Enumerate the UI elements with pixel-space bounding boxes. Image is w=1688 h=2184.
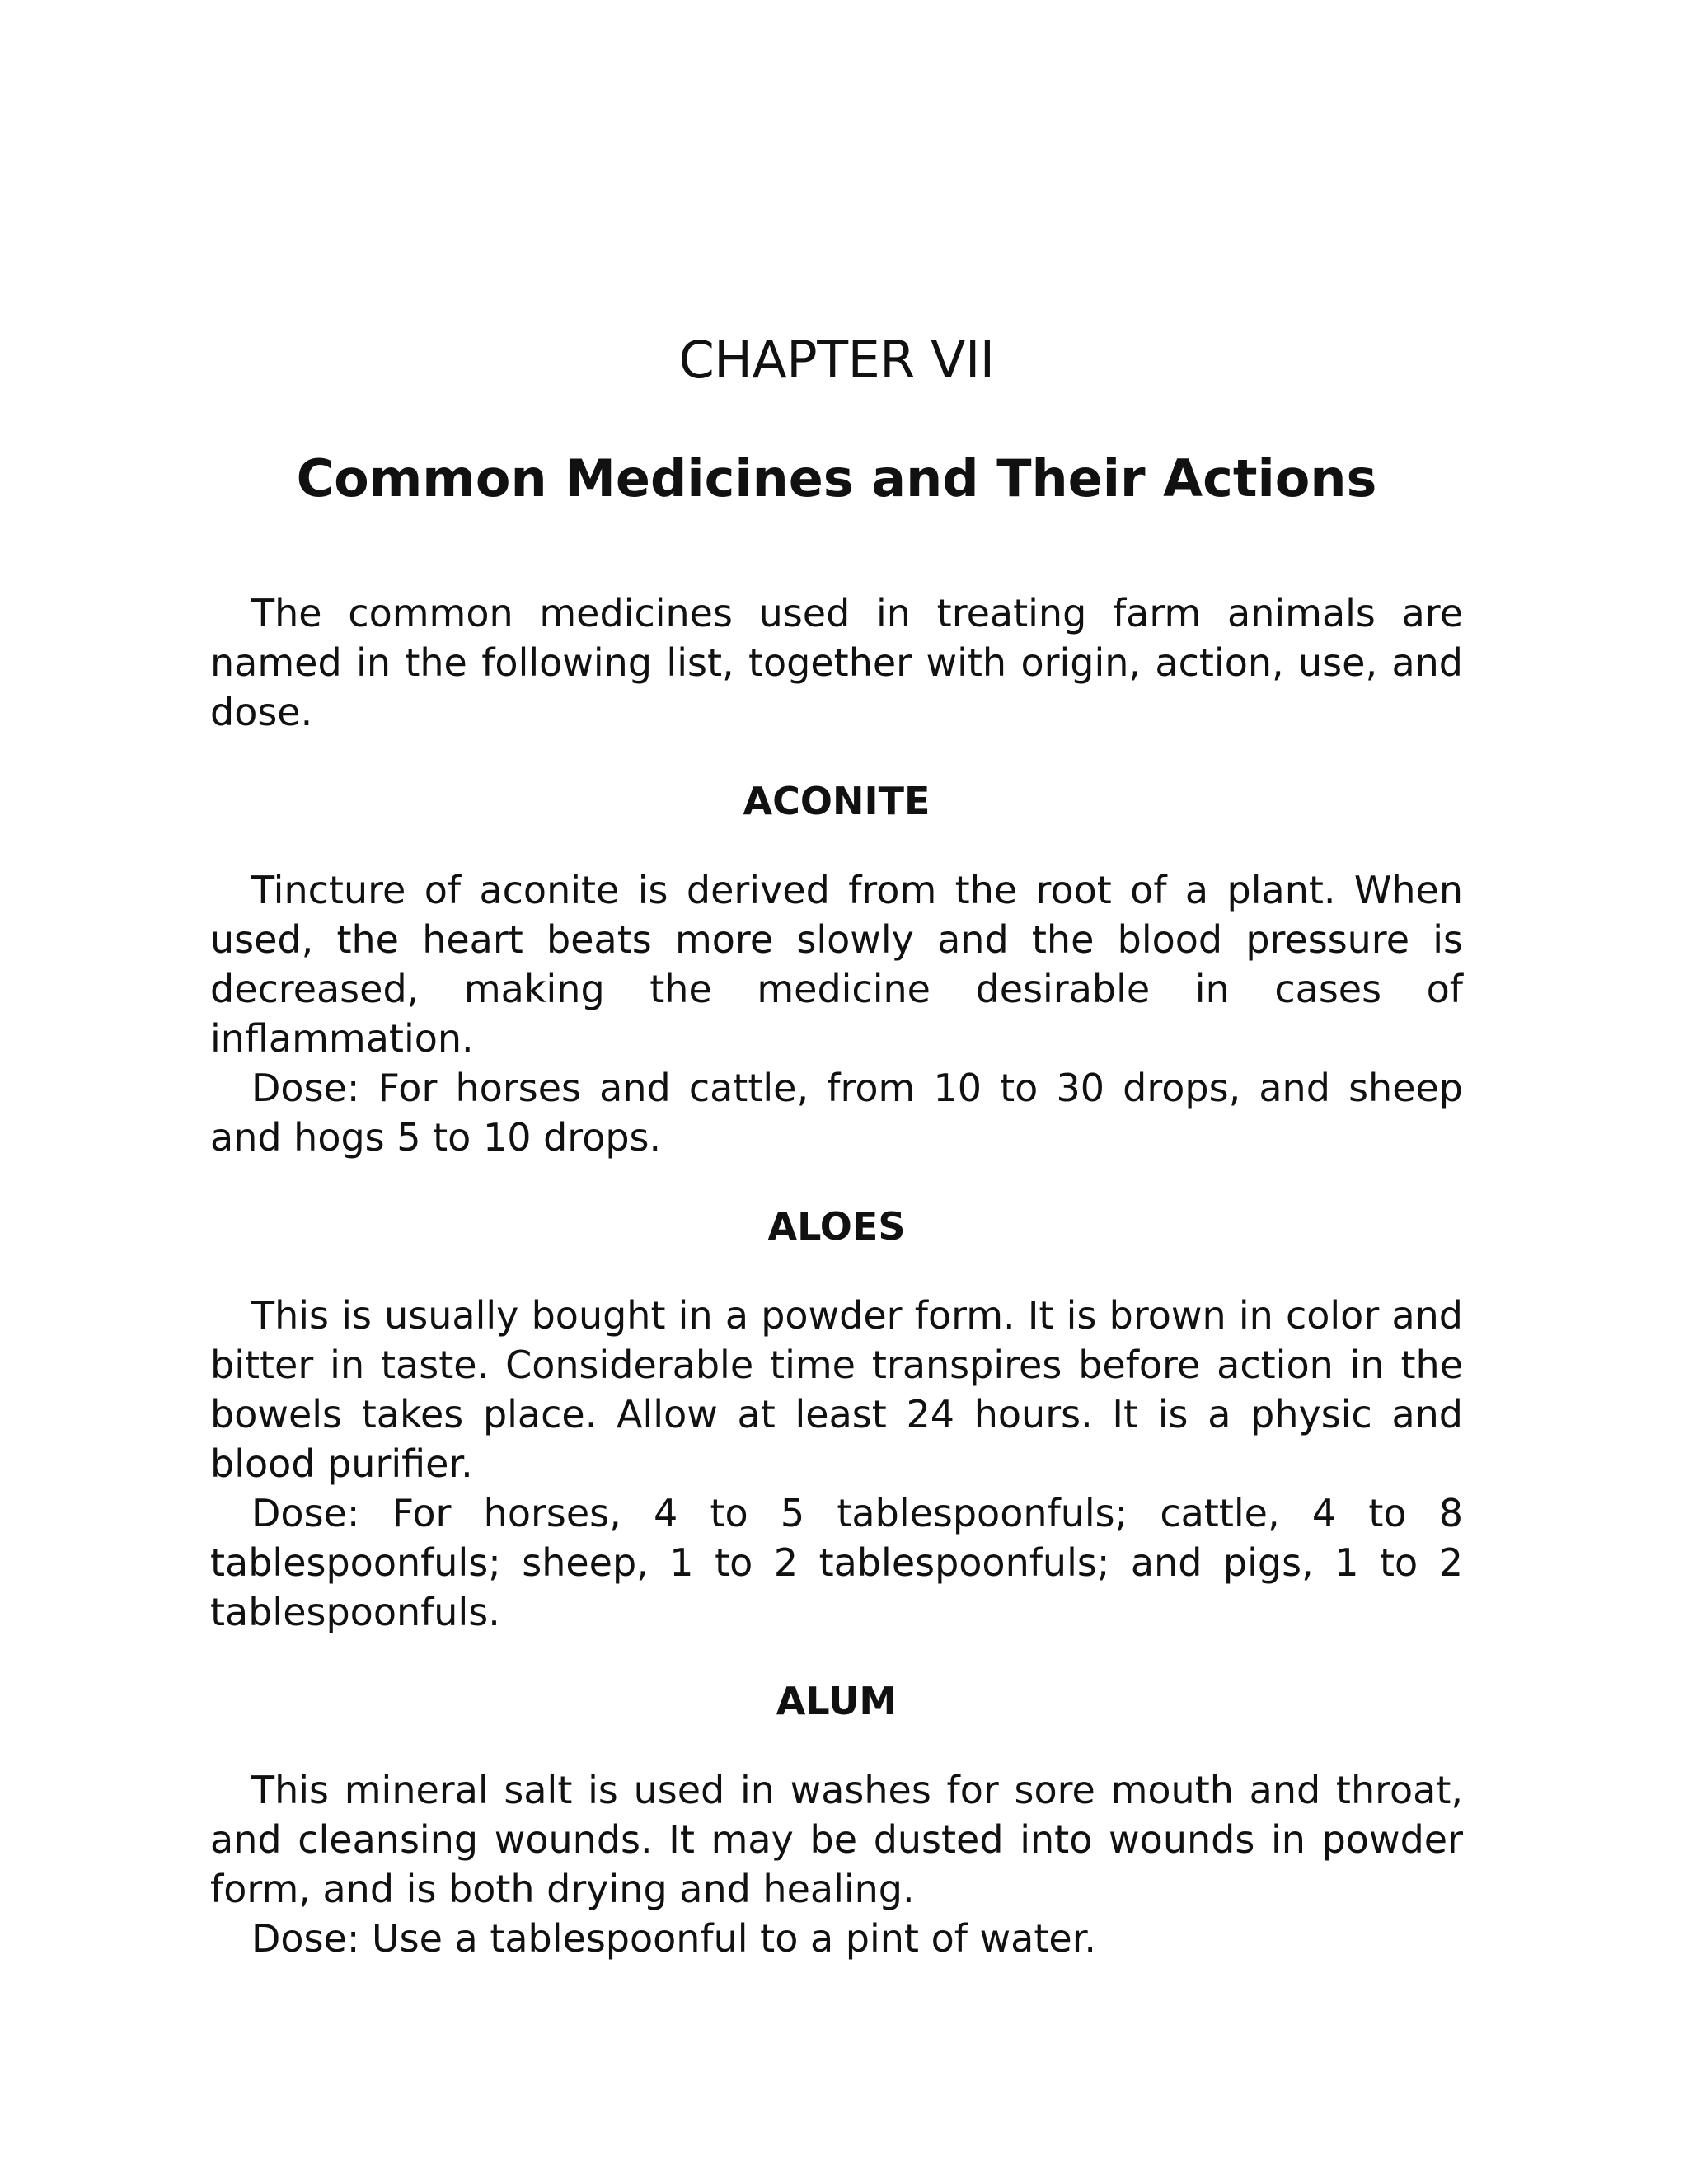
- section-aconite: [210, 776, 1463, 1162]
- section-paragraph: This mineral salt is used in washes for sore mouth and throat, and cleansing wounds. It may be dusted into wounds in powder form, and is both drying and healing.: [210, 1767, 1463, 1911]
- section-paragraph: Tincture of aconite is derived from the root of a plant. When used, the heart beats more slowly and the blood pressure is decreased, making the medicine desirable in cases of inflammation.: [210, 867, 1463, 1061]
- intro-paragraph: The common medicines used in treating farm animals are named in the following list, together with origin, action, use, and dose.: [210, 590, 1463, 734]
- section-heading: ALUM: [776, 1678, 898, 1723]
- section-aloes: [210, 1202, 1463, 1637]
- section-heading: ACONITE: [743, 778, 931, 823]
- dose-paragraph: Dose: Use a tablespoonful to a pint of water.: [251, 1915, 1097, 1961]
- section-alum: [210, 1676, 1463, 1963]
- chapter-label: CHAPTER VII: [678, 330, 995, 390]
- section-heading: ALOES: [767, 1203, 906, 1249]
- section-paragraph: This is usually bought in a powder form. It is brown in color and bitter in taste. Considerable time transpires before action in the bowels takes place. Allow at least 24 hours. It is a physic and blood purifier.: [210, 1292, 1463, 1486]
- dose-paragraph: Dose: For horses and cattle, from 10 to 30 drops, and sheep and hogs 5 to 10 drops.: [210, 1065, 1463, 1160]
- page-content: [210, 330, 1463, 1963]
- chapter-title: Common Medicines and Their Actions: [296, 448, 1377, 509]
- dose-paragraph: Dose: For horses, 4 to 5 tablespoonfuls; cattle, 4 to 8 tablespoonfuls; sheep, 1 to 2 tablespoonfuls; and pigs, 1 to 2 tablespoonfuls.: [210, 1490, 1463, 1634]
